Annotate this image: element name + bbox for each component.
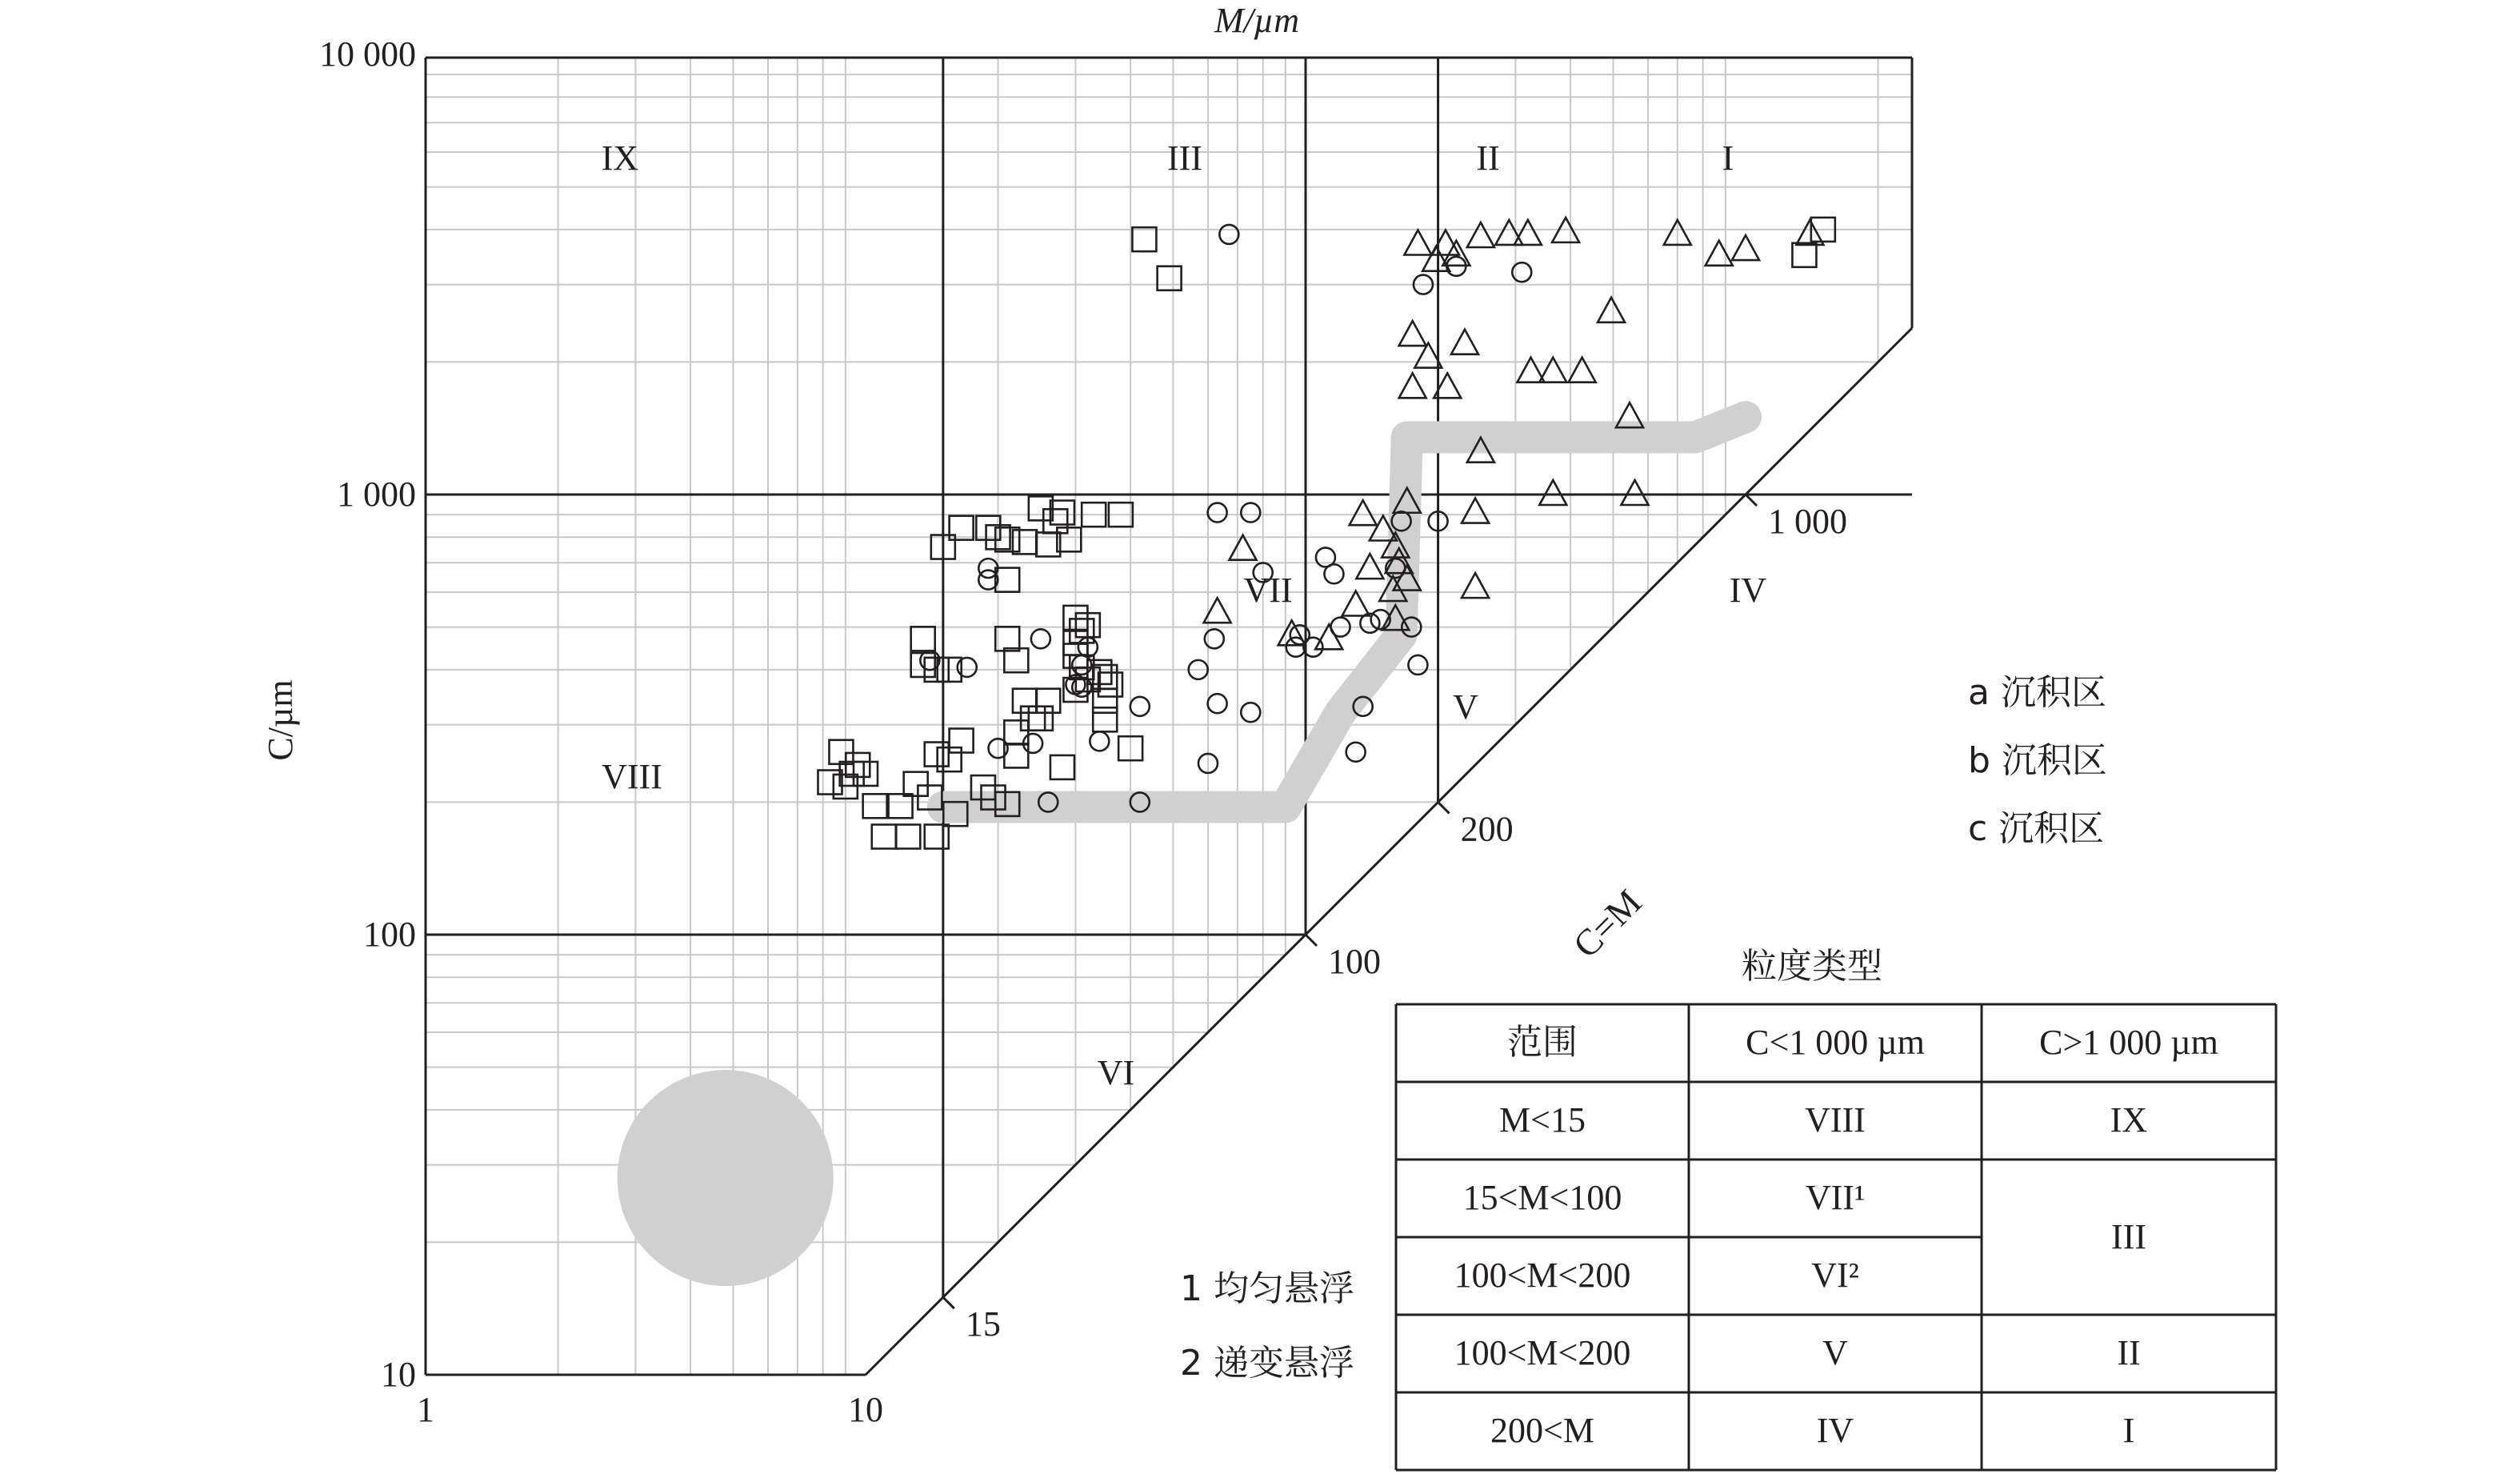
triangle-point bbox=[1230, 535, 1257, 560]
x-axis-label: M/µm bbox=[1214, 1, 1300, 40]
cm-tick bbox=[1438, 802, 1450, 813]
cm-tick bbox=[1306, 935, 1317, 946]
square-point bbox=[1158, 266, 1182, 290]
triangle-point bbox=[1462, 573, 1489, 598]
square-point bbox=[911, 627, 935, 651]
y-tick-label: 1 000 bbox=[337, 475, 416, 514]
region-label-viii: VIII bbox=[602, 757, 662, 796]
circle-point bbox=[1324, 564, 1343, 583]
square-point bbox=[1050, 755, 1074, 779]
square-point bbox=[1021, 707, 1045, 731]
triangle-point bbox=[1598, 298, 1625, 322]
square-point bbox=[1792, 243, 1816, 267]
cm-tick bbox=[1746, 495, 1757, 506]
triangle-point bbox=[1350, 500, 1377, 525]
table-cell: 100<M<200 bbox=[1454, 1333, 1631, 1372]
region-label-vi: VI bbox=[1097, 1053, 1135, 1092]
square-point bbox=[995, 627, 1019, 651]
y-tick-label: 10 bbox=[381, 1355, 416, 1394]
legend-item-b: b 沉积区 bbox=[1968, 740, 2107, 781]
circle-point bbox=[1031, 629, 1050, 648]
region-label-v: V bbox=[1453, 687, 1478, 727]
sediment-bands bbox=[618, 417, 1746, 1286]
y-tick-label: 100 bbox=[363, 915, 416, 954]
triangle-point bbox=[1622, 480, 1649, 505]
table-cell: IV bbox=[1816, 1411, 1854, 1450]
region-label-ix: IX bbox=[601, 138, 639, 178]
square-point bbox=[1132, 227, 1156, 251]
square-point bbox=[1029, 707, 1053, 731]
cm-tick bbox=[943, 1297, 954, 1308]
triangle-point bbox=[1399, 373, 1426, 398]
circle-point bbox=[958, 658, 977, 677]
region-label-vii: VII bbox=[1243, 571, 1293, 610]
region-label-ii: II bbox=[1476, 138, 1500, 178]
square-point bbox=[1004, 648, 1028, 672]
y-axis-label: C/µm bbox=[261, 679, 300, 761]
square-point bbox=[925, 825, 949, 849]
triangle-point bbox=[1404, 230, 1431, 254]
circle-point bbox=[1090, 731, 1109, 751]
triangle-point bbox=[1706, 241, 1733, 266]
table-header-c-below-1000: C<1 000 µm bbox=[1746, 1023, 1925, 1062]
uniform-suspension-band bbox=[618, 1070, 834, 1286]
table-cell: II bbox=[2117, 1333, 2141, 1372]
square-point bbox=[1013, 689, 1037, 713]
triangle-point bbox=[1356, 554, 1383, 579]
square-point bbox=[889, 794, 913, 818]
x-tick-label: 1 bbox=[417, 1390, 434, 1429]
legend-item-a: a 沉积区 bbox=[1968, 672, 2106, 713]
grain-type-table bbox=[1396, 946, 2276, 1470]
table-header-c-above-1000: C>1 000 µm bbox=[2039, 1023, 2218, 1062]
table-cell: IX bbox=[2110, 1100, 2148, 1140]
table-header-range: 范围 bbox=[1507, 1022, 1578, 1063]
triangle-point bbox=[1467, 222, 1494, 247]
square-point bbox=[1050, 501, 1074, 525]
region-label-i: I bbox=[1722, 138, 1734, 178]
suspension-label-uniform: 1 均匀悬浮 bbox=[1180, 1268, 1354, 1309]
circle-point bbox=[1408, 655, 1427, 675]
cm-tick-label: 200 bbox=[1460, 809, 1514, 849]
x-tick-label: 10 bbox=[848, 1390, 883, 1429]
square-point bbox=[872, 825, 896, 849]
table-cell: 100<M<200 bbox=[1454, 1256, 1631, 1295]
table-cell: 200<M bbox=[1490, 1411, 1594, 1450]
square-point bbox=[904, 772, 928, 796]
triangle-point bbox=[1569, 358, 1596, 383]
square-point bbox=[896, 825, 920, 849]
circle-point bbox=[1241, 503, 1260, 523]
table-cell: VII¹ bbox=[1805, 1178, 1866, 1217]
square-point bbox=[950, 516, 974, 540]
cm-tick-label: 15 bbox=[965, 1304, 1001, 1344]
suspension-label-graded: 2 递变悬浮 bbox=[1180, 1343, 1354, 1384]
circle-point bbox=[1208, 694, 1227, 713]
triangle-point bbox=[1462, 499, 1489, 523]
square-point bbox=[863, 794, 887, 818]
circle-point bbox=[1241, 703, 1260, 722]
table-cell: VIII bbox=[1805, 1100, 1866, 1140]
table-cell-merged: III bbox=[2111, 1217, 2146, 1256]
square-point bbox=[911, 653, 935, 677]
c-equals-m-line bbox=[866, 328, 1912, 1375]
triangle-point bbox=[1399, 321, 1426, 346]
triangle-point bbox=[1342, 591, 1370, 615]
circle-point bbox=[1346, 743, 1366, 762]
circle-point bbox=[1208, 503, 1227, 523]
circle-point bbox=[1130, 697, 1150, 716]
table-cell: 15<M<100 bbox=[1462, 1178, 1622, 1217]
square-point bbox=[1093, 707, 1117, 731]
triangle-point bbox=[1732, 235, 1759, 260]
circle-point bbox=[1219, 225, 1238, 244]
square-point bbox=[1036, 689, 1060, 713]
cm-tick-label: 100 bbox=[1328, 942, 1381, 981]
legend-item-c: c 沉积区 bbox=[1968, 808, 2105, 849]
table-cell: V bbox=[1822, 1333, 1848, 1372]
y-tick-label: 10 000 bbox=[319, 34, 416, 74]
cm-line-label: C=M bbox=[1565, 881, 1650, 966]
triangle-point bbox=[1451, 330, 1478, 354]
triangle-point bbox=[1514, 220, 1542, 245]
table-cell: M<15 bbox=[1499, 1100, 1586, 1140]
cm-diagonal bbox=[866, 328, 1912, 1375]
region-label-iv: IV bbox=[1729, 571, 1767, 610]
table-cell: I bbox=[2122, 1411, 2135, 1450]
square-point bbox=[1013, 530, 1037, 554]
triangle-point bbox=[1495, 220, 1522, 245]
triangle-point bbox=[1539, 480, 1566, 505]
square-point bbox=[1093, 665, 1117, 689]
table-cell: VI² bbox=[1811, 1256, 1859, 1295]
square-point bbox=[995, 568, 1019, 592]
region-label-iii: III bbox=[1167, 138, 1202, 178]
cm-tick-label: 1 000 bbox=[1768, 502, 1847, 541]
table-title: 粒度类型 bbox=[1742, 946, 1882, 987]
